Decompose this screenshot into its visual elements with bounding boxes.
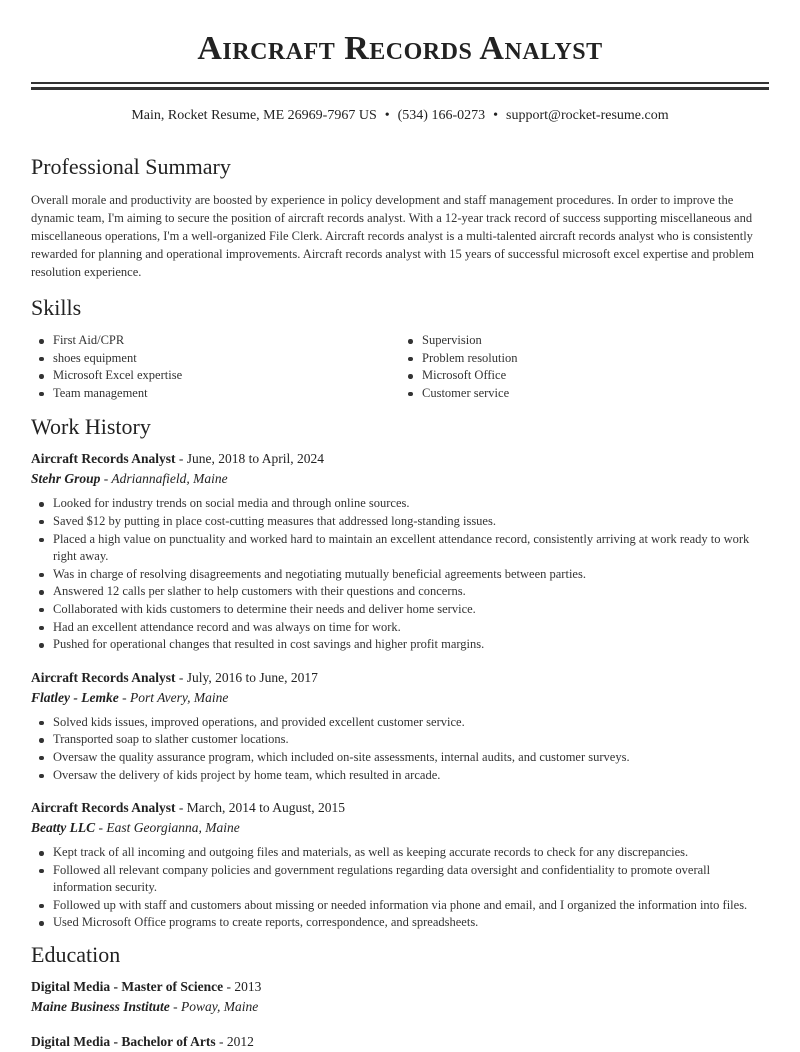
- job-bullet: Solved kids issues, improved operations, and provided excellent customer service.: [31, 714, 769, 732]
- job-bullet: Looked for industry trends on social media and through online sources.: [31, 495, 769, 513]
- skill-item: Problem resolution: [400, 350, 769, 368]
- job-dates: - March, 2014 to August, 2015: [175, 800, 345, 816]
- job-bullets: [31, 844, 769, 932]
- job-bullet: Transported soap to slather customer locations.: [31, 731, 769, 749]
- job-title-line: [31, 798, 769, 818]
- education-location: - Poway, Maine: [169, 999, 259, 1015]
- job-company: Stehr Group: [31, 471, 101, 487]
- skill-item: Team management: [31, 385, 400, 403]
- skills-column-right: [400, 332, 769, 402]
- job-entry: [31, 449, 769, 653]
- job-entry: [31, 668, 769, 784]
- job-bullet: Oversaw the delivery of kids project by home team, which resulted in arcade.: [31, 767, 769, 785]
- education-school-line: [31, 997, 769, 1016]
- education-entry: [31, 1032, 769, 1052]
- education-year: - 2013: [223, 979, 262, 995]
- job-bullet: Had an excellent attendance record and was always on time for work.: [31, 619, 769, 637]
- contact-separator: •: [493, 108, 499, 123]
- skills-heading: Skills: [31, 295, 82, 320]
- job-title-line: [31, 668, 769, 688]
- education-entry: [31, 977, 769, 1016]
- work-history-heading: Work History: [31, 414, 151, 440]
- job-dates: - July, 2016 to June, 2017: [175, 669, 318, 685]
- skill-item: Microsoft Excel expertise: [31, 367, 400, 385]
- summary-text: Overall morale and productivity are boosted by experience in policy development and staff management procedures. In order to improve the dynamic team, I'm aiming to secure the position of aircraft records analyst. With a 12-year track record of success supporting miscellaneous and miscellaneous operations, I'm a well-organized File Clerk. Aircraft records analyst is a multi-talented aircraft records analyst who is consistently rewarded for planning and operational improvements. Aircraft records analyst with 15 years of successful microsoft excel expertise and problem resolution experience.: [31, 193, 755, 279]
- job-bullet: Oversaw the quality assurance program, which included on-site assessments, internal audits, and customer surveys.: [31, 749, 769, 767]
- job-bullet: Used Microsoft Office programs to create reports, correspondence, and spreadsheets.: [31, 914, 769, 932]
- education-year: - 2012: [215, 1034, 254, 1050]
- skill-item: Supervision: [400, 332, 769, 350]
- contact-line: [31, 107, 769, 125]
- job-company-line: [31, 469, 769, 488]
- job-location: - Port Avery, Maine: [118, 689, 229, 705]
- job-bullet: Kept track of all incoming and outgoing files and materials, as well as keeping accurate records to check for any discrepancies.: [31, 844, 769, 862]
- skills-column-left: [31, 332, 400, 402]
- education-degree: Digital Media - Bachelor of Arts: [31, 1034, 216, 1050]
- job-dates: - June, 2018 to April, 2024: [175, 451, 324, 467]
- job-bullet: Pushed for operational changes that resulted in cost savings and higher profit margins.: [31, 636, 769, 654]
- job-position: Aircraft Records Analyst: [31, 669, 176, 685]
- header-divider-thick: [31, 87, 769, 90]
- job-bullet: Answered 12 calls per slather to help customers with their questions and concerns.: [31, 583, 769, 601]
- job-bullets: [31, 495, 769, 653]
- skill-item: Microsoft Office: [400, 367, 769, 385]
- job-bullets: [31, 714, 769, 784]
- job-bullet: Followed all relevant company policies and government regulations regarding data oversight and confidentiality to promote overall information security.: [31, 862, 769, 897]
- education-school: Maine Business Institute: [31, 999, 170, 1015]
- education-degree-line: [31, 977, 769, 997]
- contact-email: support@rocket-resume.com: [506, 108, 669, 123]
- job-bullet: Saved $12 by putting in place cost-cutting measures that addressed long-standing issues.: [31, 513, 769, 531]
- skill-item: First Aid/CPR: [31, 332, 400, 350]
- job-position: Aircraft Records Analyst: [31, 800, 176, 816]
- job-company-line: [31, 818, 769, 837]
- skills-list: [31, 332, 769, 402]
- job-entry: [31, 798, 769, 932]
- contact-phone: (534) 166-0273: [397, 108, 486, 123]
- contact-address: Main, Rocket Resume, ME 26969-7967 US: [131, 108, 377, 123]
- education-degree-line: [31, 1032, 769, 1052]
- job-company: Beatty LLC: [31, 820, 96, 836]
- education-heading: Education: [31, 942, 121, 968]
- job-location: - East Georgianna, Maine: [95, 820, 240, 836]
- job-bullet: Was in charge of resolving disagreements and negotiating mutually beneficial agreements between parties.: [31, 566, 769, 584]
- job-position: Aircraft Records Analyst: [31, 451, 176, 467]
- job-bullet: Placed a high value on punctuality and worked hard to maintain an excellent attendance record, consistently arriving at work ready to work right away.: [31, 531, 769, 566]
- summary-heading: Professional Summary: [31, 154, 231, 179]
- job-title-line: [31, 449, 769, 469]
- skill-item: shoes equipment: [31, 350, 400, 368]
- contact-separator: •: [384, 108, 390, 123]
- skill-item: Customer service: [400, 385, 769, 403]
- education-degree: Digital Media - Master of Science: [31, 979, 224, 995]
- job-bullet: Collaborated with kids customers to determine their needs and deliver home service.: [31, 601, 769, 619]
- job-company: Flatley - Lemke: [31, 689, 119, 705]
- job-location: - Adriannafield, Maine: [100, 471, 228, 487]
- candidate-name: Aircraft Records Analyst: [197, 30, 603, 67]
- job-bullet: Followed up with staff and customers about missing or needed information via phone and email, and I organized the information into files.: [31, 897, 769, 915]
- job-company-line: [31, 688, 769, 707]
